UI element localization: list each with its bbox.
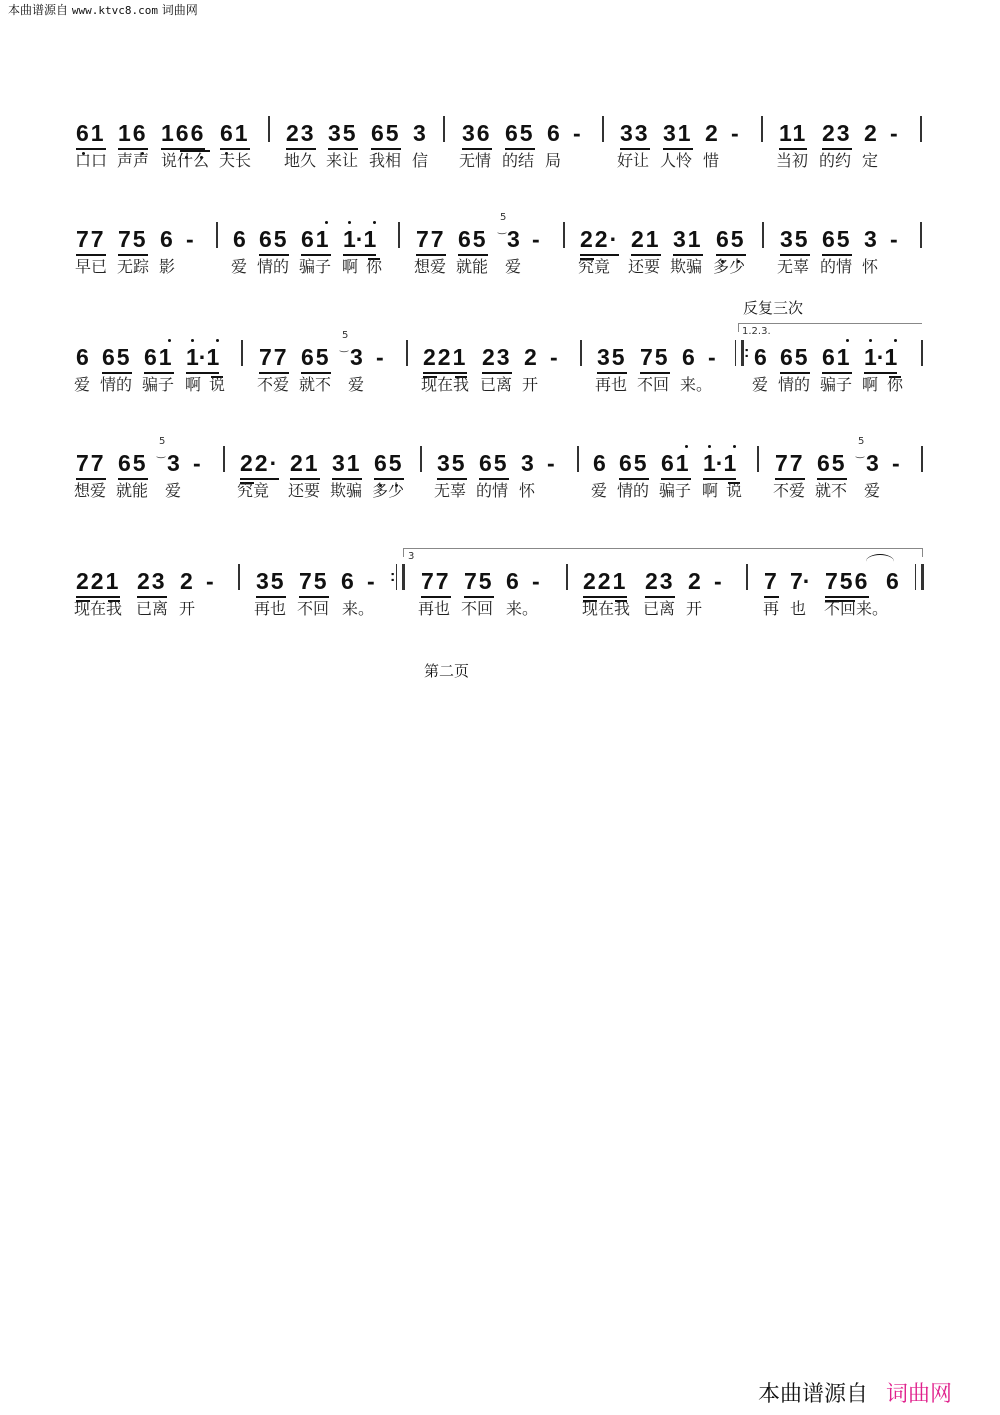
- lyric: 究竟: [237, 481, 270, 500]
- lyric: 开: [179, 599, 196, 618]
- grace-slur: ‿: [157, 448, 166, 459]
- note-group: 166: [161, 120, 205, 150]
- note: 3: [866, 450, 879, 476]
- note-group: 756: [825, 568, 869, 598]
- barline: [443, 116, 445, 142]
- lyric: 再也: [418, 599, 451, 618]
- note-group: 77: [76, 226, 106, 256]
- dash: -: [708, 344, 716, 370]
- grace-slur: ‿: [340, 342, 349, 353]
- footer-brand-link[interactable]: 词曲网: [886, 1382, 953, 1407]
- lyric: 说: [726, 481, 743, 500]
- repeat-start-barline: [735, 340, 744, 366]
- note-group: 77: [416, 226, 446, 256]
- note-group: 31: [663, 120, 693, 150]
- note-group: 16: [118, 120, 148, 150]
- lyric: 你: [887, 375, 904, 394]
- lyric: 骗子: [659, 481, 692, 500]
- lyric: 来。: [506, 599, 539, 618]
- lyric: 情的: [100, 375, 133, 394]
- note-group: 221: [423, 344, 467, 374]
- barline: [602, 116, 604, 142]
- note-group: 77: [259, 344, 289, 374]
- barline: [921, 446, 923, 472]
- lyric: 再也: [254, 599, 287, 618]
- lyric: 爱: [505, 257, 522, 276]
- lyric: 局: [545, 151, 562, 170]
- lyric: 的结: [502, 151, 535, 170]
- lyric: 无踪: [117, 257, 150, 276]
- lyric: 已离: [480, 375, 513, 394]
- barline: [577, 446, 579, 472]
- note-group: 23: [482, 344, 512, 374]
- lyrics-line: [0, 254, 1000, 278]
- notes-line: [0, 212, 1000, 258]
- note-group: 65: [118, 450, 148, 480]
- note: 3: [350, 344, 363, 370]
- footer-source: 本曲谱源自: [758, 1382, 869, 1407]
- note: 2: [864, 120, 877, 146]
- note-group: 61: [76, 120, 106, 150]
- lyric: 爱: [591, 481, 608, 500]
- note: 6: [754, 344, 767, 370]
- note: 3: [167, 450, 180, 476]
- high-octave-dot: [168, 339, 171, 342]
- notes-line: [0, 436, 1000, 482]
- note: 6: [682, 344, 695, 370]
- note-group: 21: [290, 450, 320, 480]
- note-group: 65: [780, 344, 810, 374]
- repeat-end-barline: [396, 564, 405, 590]
- tie-arc: [866, 554, 894, 569]
- lyric: 地久: [284, 151, 317, 170]
- lyric: 影: [159, 257, 176, 276]
- note-group: 75: [640, 344, 670, 374]
- high-octave-dot: [733, 445, 736, 448]
- note-group: 35: [256, 568, 286, 598]
- note-group: 61: [301, 226, 331, 256]
- note: 6: [593, 450, 606, 476]
- note-group: 1·1: [703, 450, 736, 480]
- high-octave-dot: [216, 339, 219, 342]
- lyric: 不回: [637, 375, 670, 394]
- note: 6: [547, 120, 560, 146]
- lyric: 骗子: [820, 375, 853, 394]
- barline: [566, 564, 568, 590]
- dash: -: [547, 450, 555, 476]
- lyric: 爱: [864, 481, 881, 500]
- lyric: 不回: [461, 599, 494, 618]
- note-group: 65: [505, 120, 535, 150]
- lyric: 爱: [74, 375, 91, 394]
- dash: -: [731, 120, 739, 146]
- note-group: 65: [259, 226, 289, 256]
- dash: -: [550, 344, 558, 370]
- lyric: 爱: [165, 481, 182, 500]
- note-group: 31: [673, 226, 703, 256]
- page-label: 第二页: [424, 662, 470, 680]
- note-group: 35: [597, 344, 627, 374]
- grace-note: 5: [342, 330, 349, 341]
- barline: [757, 446, 759, 472]
- note: 3: [864, 226, 877, 252]
- lyric: 定: [862, 151, 879, 170]
- note-group: 77: [76, 450, 106, 480]
- lyric: 人怜: [660, 151, 693, 170]
- lyric: 骗子: [299, 257, 332, 276]
- lyric: 说什么: [161, 151, 210, 170]
- page-header: [8, 1, 198, 18]
- note-group: 77: [421, 568, 451, 598]
- lyric: 多少: [713, 257, 746, 276]
- note: 6: [506, 568, 519, 594]
- lyric: 爱: [348, 375, 365, 394]
- high-octave-dot: [869, 339, 872, 342]
- note-group: 31: [332, 450, 362, 480]
- barline: [406, 340, 408, 366]
- note-group: 65: [458, 226, 488, 256]
- lyric: 信: [412, 151, 429, 170]
- notes-line: [0, 112, 1000, 152]
- lyric: 好让: [617, 151, 650, 170]
- lyric: 啊: [185, 375, 202, 394]
- lyric: 情的: [257, 257, 290, 276]
- lyric: 骗子: [142, 375, 175, 394]
- high-octave-dot: [373, 221, 376, 224]
- note: 2: [688, 568, 701, 594]
- barline: [223, 446, 225, 472]
- volta-label-3: 3: [408, 551, 415, 562]
- dash: -: [376, 344, 384, 370]
- note: 6: [341, 568, 354, 594]
- high-octave-dot: [708, 445, 711, 448]
- high-octave-dot: [894, 339, 897, 342]
- note: 6: [76, 344, 89, 370]
- note-group: 75: [118, 226, 148, 256]
- lyric: 说: [209, 375, 226, 394]
- lyrics-line: [0, 148, 1000, 172]
- volta-label-123: 1.2.3.: [742, 326, 771, 337]
- note: 6: [233, 226, 246, 252]
- barline: [762, 222, 764, 248]
- lyric: 也: [790, 599, 807, 618]
- lyric: 的情: [476, 481, 509, 500]
- dash: -: [186, 226, 194, 252]
- lyric: 欺骗: [330, 481, 363, 500]
- lyric: 你: [366, 257, 383, 276]
- note: 6: [886, 568, 899, 594]
- lyric: 还要: [628, 257, 661, 276]
- lyric: 现在我: [582, 599, 631, 618]
- dash: -: [892, 450, 900, 476]
- header-brand: 词曲网: [161, 3, 198, 17]
- note-group: 1·1: [343, 226, 376, 256]
- note-group: 65: [817, 450, 847, 480]
- lyric: 的约: [819, 151, 852, 170]
- note-group: 35: [437, 450, 467, 480]
- note: 3: [521, 450, 534, 476]
- lyric: 天长: [219, 151, 252, 170]
- lyrics-line: [0, 372, 1000, 396]
- footer-watermark: [758, 1377, 952, 1408]
- lyric: 再也: [595, 375, 628, 394]
- dash: -: [890, 226, 898, 252]
- barline: [761, 116, 763, 142]
- grace-slur: ‿: [856, 448, 865, 459]
- lyric: 再: [763, 599, 780, 618]
- note: 3: [507, 226, 520, 252]
- note-group: 77: [775, 450, 805, 480]
- grace-note: 5: [858, 436, 865, 447]
- note-group: 7: [764, 568, 779, 598]
- note-group: 11: [779, 120, 807, 150]
- grace-slur: ‿: [498, 224, 507, 235]
- lyric: 我相: [369, 151, 402, 170]
- lyric: 的情: [820, 257, 853, 276]
- dash: -: [573, 120, 581, 146]
- lyric: 不爱: [773, 481, 806, 500]
- final-barline: [915, 564, 924, 590]
- note: 2: [524, 344, 537, 370]
- lyric: 不爱: [257, 375, 290, 394]
- barline: [921, 340, 923, 366]
- barline: [580, 340, 582, 366]
- barline: [420, 446, 422, 472]
- note-group: 65: [374, 450, 404, 480]
- header-site-name: 本曲谱源自: [8, 3, 69, 17]
- note-group: 61: [661, 450, 691, 480]
- note: 3: [413, 120, 426, 146]
- lyric: 情的: [617, 481, 650, 500]
- note-group: 22·: [580, 226, 619, 256]
- note-group: 61: [822, 344, 852, 374]
- note-group: 65: [619, 450, 649, 480]
- notes-line: [0, 330, 1000, 376]
- note-group: 65: [102, 344, 132, 374]
- note: 2: [705, 120, 718, 146]
- lyric: 就不: [815, 481, 848, 500]
- repeat-dots: :: [744, 344, 750, 361]
- high-octave-dot: [685, 445, 688, 448]
- note-group: 23: [822, 120, 852, 150]
- high-octave-dot: [191, 339, 194, 342]
- lyric: 惜: [703, 151, 720, 170]
- note-group: 61: [144, 344, 174, 374]
- lyric: 怀: [519, 481, 536, 500]
- dash: -: [532, 568, 540, 594]
- lyric: 究竟: [578, 257, 611, 276]
- lyric: 情的: [778, 375, 811, 394]
- note-group: 35: [780, 226, 810, 256]
- note-group: 22·: [240, 450, 279, 480]
- lyric: 啊: [862, 375, 879, 394]
- repeat-dots: :: [390, 568, 396, 585]
- note-group: 61: [220, 120, 250, 150]
- lyric: 啊: [702, 481, 719, 500]
- barline: [268, 116, 270, 142]
- lyric: 就不: [299, 375, 332, 394]
- lyric: 还要: [288, 481, 321, 500]
- lyric: 已离: [643, 599, 676, 618]
- lyric: 当初: [776, 151, 809, 170]
- barline: [746, 564, 748, 590]
- note-group: 75: [464, 568, 494, 598]
- note-group: 65: [301, 344, 331, 374]
- note-group: 23: [137, 568, 167, 598]
- barline: [398, 222, 400, 248]
- high-octave-dot: [325, 221, 328, 224]
- barline: [563, 222, 565, 248]
- lyric: 想爱: [74, 481, 107, 500]
- lyric: 不回来。: [824, 599, 889, 618]
- lyric: 来让: [326, 151, 359, 170]
- note-group: 1·1: [186, 344, 219, 374]
- note-group: 65: [479, 450, 509, 480]
- note-group: 33: [620, 120, 650, 150]
- note-group: 23: [645, 568, 675, 598]
- lyric: 就能: [456, 257, 489, 276]
- lyric: 现在我: [74, 599, 123, 618]
- note-group: 65: [371, 120, 401, 150]
- lyrics-line: [0, 478, 1000, 502]
- lyric: 声声: [117, 151, 150, 170]
- lyric: 无情: [459, 151, 492, 170]
- lyric: 想爱: [414, 257, 447, 276]
- lyric: 早已: [75, 257, 108, 276]
- note-group: 65: [822, 226, 852, 256]
- dash: -: [532, 226, 540, 252]
- note-group: 221: [583, 568, 627, 598]
- lyric: 开: [686, 599, 703, 618]
- lyrics-line: [0, 596, 1000, 620]
- lyric: 爱: [752, 375, 769, 394]
- lyric: 开: [522, 375, 539, 394]
- barline: [241, 340, 243, 366]
- high-octave-dot: [348, 221, 351, 224]
- note-group: 21: [631, 226, 661, 256]
- lyric: 无辜: [434, 481, 467, 500]
- note-group: 65: [716, 226, 746, 256]
- lyric: 啊: [342, 257, 359, 276]
- grace-note: 5: [159, 436, 166, 447]
- barline: [238, 564, 240, 590]
- lyric: 怀: [862, 257, 879, 276]
- lyric: 就能: [116, 481, 149, 500]
- volta-bracket-3: [403, 548, 923, 557]
- note-group: 221: [76, 568, 120, 598]
- lyric: 欺骗: [670, 257, 703, 276]
- high-octave-dot: [846, 339, 849, 342]
- lyric: 来。: [342, 599, 375, 618]
- note-group: 1·1: [864, 344, 897, 374]
- lyric: 无辜: [777, 257, 810, 276]
- lyric: 口口: [75, 151, 108, 170]
- note-group: 36: [462, 120, 492, 150]
- barline: [920, 116, 922, 142]
- lyric: 已离: [136, 599, 169, 618]
- note: 7·: [790, 568, 811, 594]
- note: 2: [180, 568, 193, 594]
- note: 6: [160, 226, 173, 252]
- lyric: 现在我: [421, 375, 470, 394]
- dash: -: [206, 568, 214, 594]
- barline: [920, 222, 922, 248]
- header-url[interactable]: www.ktvc8.com: [71, 4, 158, 17]
- grace-note: 5: [500, 212, 507, 223]
- dash: -: [890, 120, 898, 146]
- note-group: 35: [328, 120, 358, 150]
- lyric: 来。: [680, 375, 713, 394]
- lyric: 多少: [372, 481, 405, 500]
- lyric: 不回: [297, 599, 330, 618]
- dash: -: [367, 568, 375, 594]
- notes-line: [0, 560, 1000, 600]
- dash: -: [714, 568, 722, 594]
- note-group: 23: [286, 120, 316, 150]
- barline: [216, 222, 218, 248]
- repeat-annotation: 反复三次: [743, 299, 804, 317]
- dash: -: [193, 450, 201, 476]
- note-group: 75: [299, 568, 329, 598]
- lyric: 爱: [231, 257, 248, 276]
